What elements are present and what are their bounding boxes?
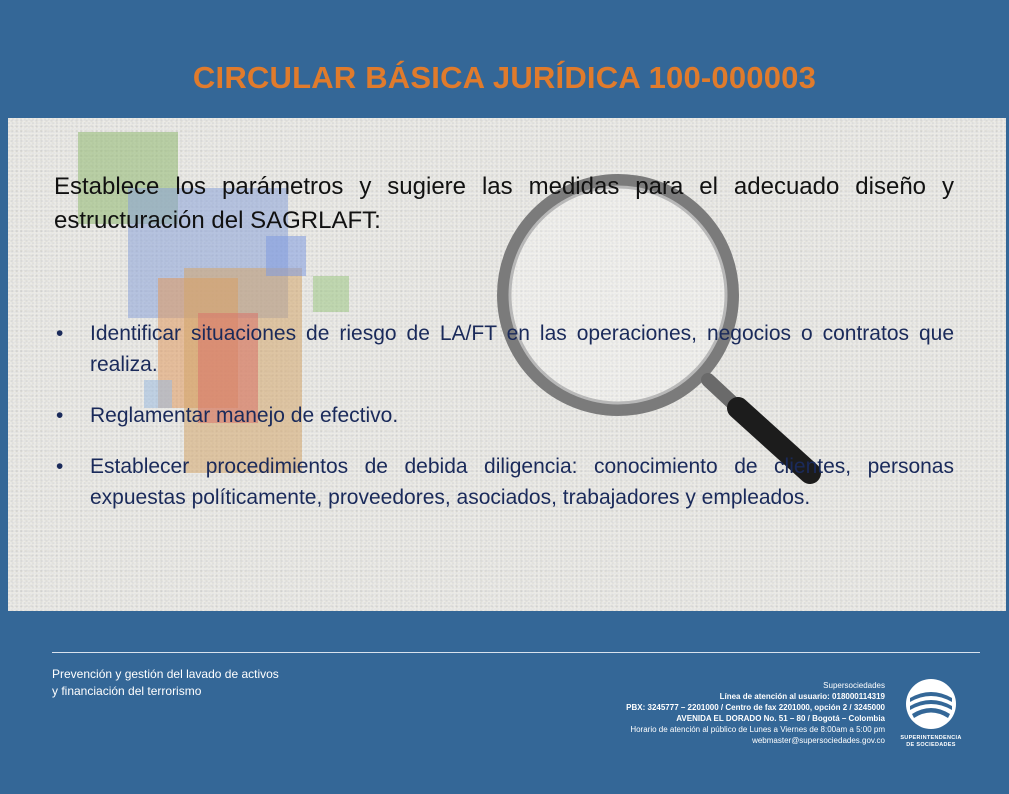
footer-hours: Horario de atención al público de Lunes a Viernes de 8:00am a 5:00 pm: [630, 725, 885, 734]
content-panel: [8, 118, 1006, 611]
list-item: [54, 451, 954, 513]
footer-divider: [52, 652, 980, 653]
footer-topic-line1: Prevención y gestión del lavado de activos: [52, 667, 279, 681]
footer-address: AVENIDA EL DORADO No. 51 – 80 / Bogotá – Colombia: [676, 714, 885, 723]
bullet-text: Identificar situaciones de riesgo de LA/FT en las operaciones, negocios o contratos que realiza.: [90, 322, 954, 376]
footer-org: Supersociedades: [823, 681, 885, 690]
footer-email[interactable]: webmaster@supersociedades.gov.co: [752, 736, 885, 745]
bullet-dot: •: [56, 455, 64, 478]
footer-attention-line: Línea de atención al usuario: 018000114319: [719, 692, 885, 701]
logo-line2: DE SOCIEDADES: [906, 742, 956, 748]
slide-title: CIRCULAR BÁSICA JURÍDICA 100-000003: [192, 60, 817, 95]
bullet-list: [54, 318, 954, 533]
footer-contact: [465, 680, 885, 746]
bullet-dot: •: [56, 322, 64, 345]
logo-line1: SUPERINTENDENCIA: [900, 735, 962, 741]
footer-pbx-line: PBX: 3245777 – 2201000 / Centro de fax 2201000, opción 2 / 3245000: [626, 703, 885, 712]
bullet-text: Reglamentar manejo de efectivo.: [90, 404, 399, 427]
intro-text: Establece los parámetros y sugiere las medidas para el adecuado diseño y estructuración del SAGRLAFT:: [54, 173, 954, 234]
footer-topic: [52, 666, 352, 700]
list-item: [54, 400, 954, 431]
logo-text: [889, 735, 973, 749]
bullet-dot: •: [56, 404, 64, 427]
footer-topic-line2: y financiación del terrorismo: [52, 684, 202, 698]
list-item: [54, 318, 954, 380]
bullet-text: Establecer procedimientos de debida diligencia: conocimiento de clientes, personas expuestas políticamente, proveedores, asociados, trabajadores y empleados.: [90, 455, 954, 509]
